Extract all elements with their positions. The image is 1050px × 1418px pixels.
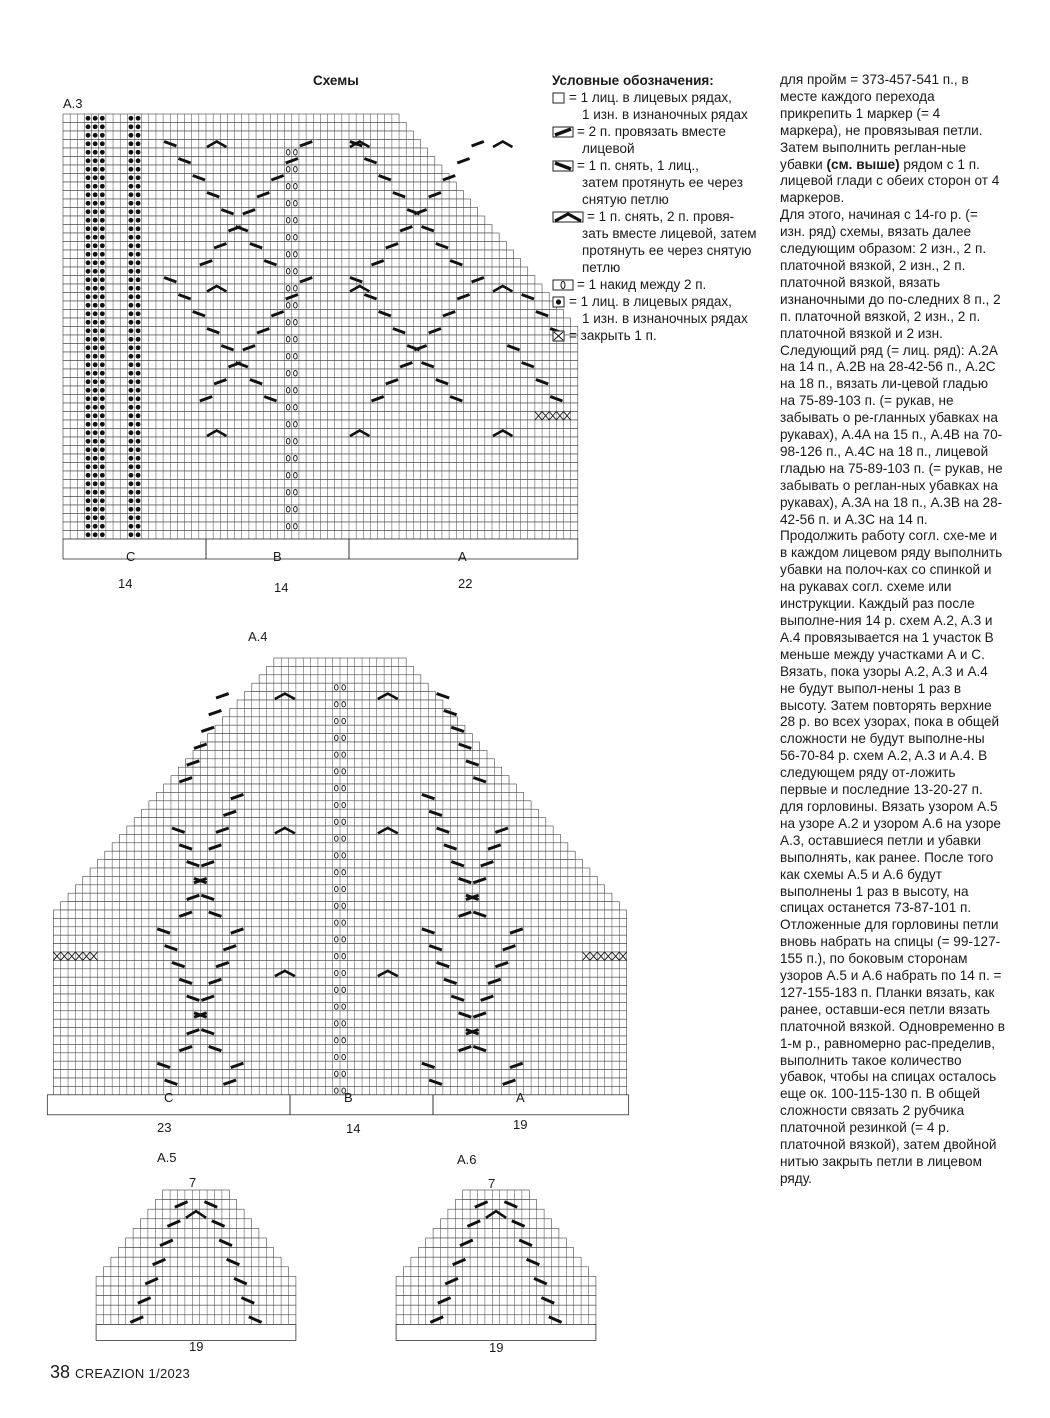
chart-a4-part-c: C: [164, 1090, 174, 1105]
chart-a6-top-count: 7: [488, 1176, 496, 1191]
ssk-icon: [552, 160, 574, 172]
legend-title: Условные обозначения:: [552, 73, 714, 88]
chart-a6-bottom-count: 19: [489, 1340, 504, 1355]
paragraph: Следующий ряд (= лиц. ряд): A.2A на 14 п., A.2B на 28-42-56 п., A.2C на 18 п., вязать ли-цевой гладью на 75-89-103 п. (= рукав, не забывать о ре-гланных убавках на рукавах), A.4A на 15 п., A.4B на 70-98-126 п., A.4C на 18 п., лицевой гладью на 75-89-103 п. (= рукав, не забывать о реглан-ных убавках на рукавах), A.3A на 18 п., A.3B на 28-42-56 п. и A.3C на 14 п.: [780, 342, 1003, 527]
chart-a3-count-b: 14: [274, 580, 289, 595]
chart-a3-count-a: 22: [458, 576, 473, 591]
chart-a3-part-c: C: [126, 549, 136, 564]
chart-a3-grid: [63, 114, 578, 559]
legend-item: = закрыть 1 п.: [552, 327, 767, 344]
legend-item: = 1 лиц. в лицевых рядах, 1 изн. в изнаночных рядах: [552, 89, 767, 123]
paragraph: Для этого, начиная с 14-го р. (= изн. ряд) схемы, вязать далее следующим образом: 2 изн., 2 п. платочной вязкой, 2 изн., 2 п. платочной вязкой, вязать изнаночными до по-следних 8 п., 2 п. платочной вязкой, 2 изн., 2 п. платочной вязкой и 2 изн.: [780, 207, 1001, 341]
legend-items: [552, 89, 767, 344]
yarn-over-icon: [552, 279, 574, 291]
chart-a4-count-b: 14: [346, 1121, 361, 1136]
magazine-issue: CREAZION 1/2023: [75, 1366, 191, 1381]
chart-a3-part-b: B: [273, 549, 282, 564]
page-number: 38: [50, 1362, 71, 1382]
chart-a6-grid: [396, 1190, 596, 1340]
chart-a5-label: A.5: [157, 1150, 177, 1165]
chart-a4-part-b: B: [344, 1090, 353, 1105]
section-title: Схемы: [313, 73, 359, 88]
x-square-icon: [552, 330, 566, 342]
chart-a4-label: A.4: [248, 629, 268, 644]
k2tog-icon: [552, 126, 574, 138]
legend: [552, 72, 767, 344]
empty-square-icon: [552, 92, 566, 104]
chart-a4-part-a: A: [516, 1090, 525, 1105]
chart-a4-count-c: 23: [157, 1120, 172, 1135]
chart-a5-bottom-count: 19: [189, 1339, 204, 1354]
legend-item: = 2 п. провязать вместе лицевой: [552, 123, 767, 157]
legend-item: = 1 лиц. в лицевых рядах, 1 изн. в изнаночных рядах: [552, 293, 767, 327]
chart-a3-label: A.3: [63, 96, 83, 111]
legend-item: = 1 п. снять, 1 лиц., затем протянуть ее через снятую петлю: [552, 157, 767, 208]
chart-a5-top-count: 7: [189, 1175, 197, 1190]
page-footer: [50, 1362, 190, 1383]
chart-a4-grid: [47, 658, 628, 1115]
dot-square-icon: [552, 296, 566, 308]
double-decrease-icon: [552, 211, 584, 223]
chart-a3-count-c: 14: [118, 576, 133, 591]
chart-a4-count-a: 19: [513, 1117, 528, 1132]
legend-item: = 1 п. снять, 2 п. провя- зать вместе лицевой, затем протянуть ее через снятую петлю: [552, 208, 767, 276]
chart-a6-label: A.6: [457, 1152, 477, 1167]
legend-item: = 1 накид между 2 п.: [552, 276, 767, 293]
paragraph: Продолжить работу согл. схе-ме и в каждом лицевом ряду выполнить убавки на полоч-ках со спинкой и на рукавах согл. схеме или инструкции. Каждый раз после выполне-ния 14 р. схем A.2, A.3 и A.4 провязывается на 1 участок В меньше между участками А и С. Вязать, пока узоры A.2, A.3 и A.4 не будут выпол-нены 1 раз в высоту. Затем повторять верхние 28 р. во всех узорах, пока в общей сложности не будут выполне-ны 56-70-84 р. схем A.2, A.3 и A.4. В следующем ряду от-ложить первые и последние 13-20-27 п. для горловины. Вязать узором A.5 на узоре A.2 и узором A.6 на узоре A.3, оставшиеся петли и убавки выполнять, как ранее. После того как схемы A.5 и A.6 будут выполнены 1 раз в высоту, на спицах останется 73-87-101 п. Отложенные для горловины петли вновь набрать на спицы (= 99-127-155 п.), по боковым сторонам узоров A.5 и A.6 набрать по 14 п. = 127-155-183 п. Планки вязать, как ранее, оставши-еся петли вязать платочной вязкой. Одновременно в 1-м р., равномерно рас-пределив, выполнить такое количество убавок, чтобы на спицах осталось еще ок. 100-115-130 п. В общей сложности связать 2 рубчика платочной резинкой (= 4 р. платочной вязкой), затем двойной нитью закрыть петли в лицевом ряду.: [780, 528, 1005, 1186]
paragraph: для пройм = 373-457-541 п., в месте каждого перехода прикрепить 1 маркер (= 4 маркера), не провязывая петли. Затем выполнить реглан-ные убавки (см. выше) рядом с 1 п. лицевой глади с обеих сторон от 4 маркеров.: [780, 72, 1000, 206]
instructions-text: [780, 72, 1005, 1188]
chart-a5-grid: [96, 1190, 296, 1340]
chart-a3-part-a: A: [458, 549, 467, 564]
